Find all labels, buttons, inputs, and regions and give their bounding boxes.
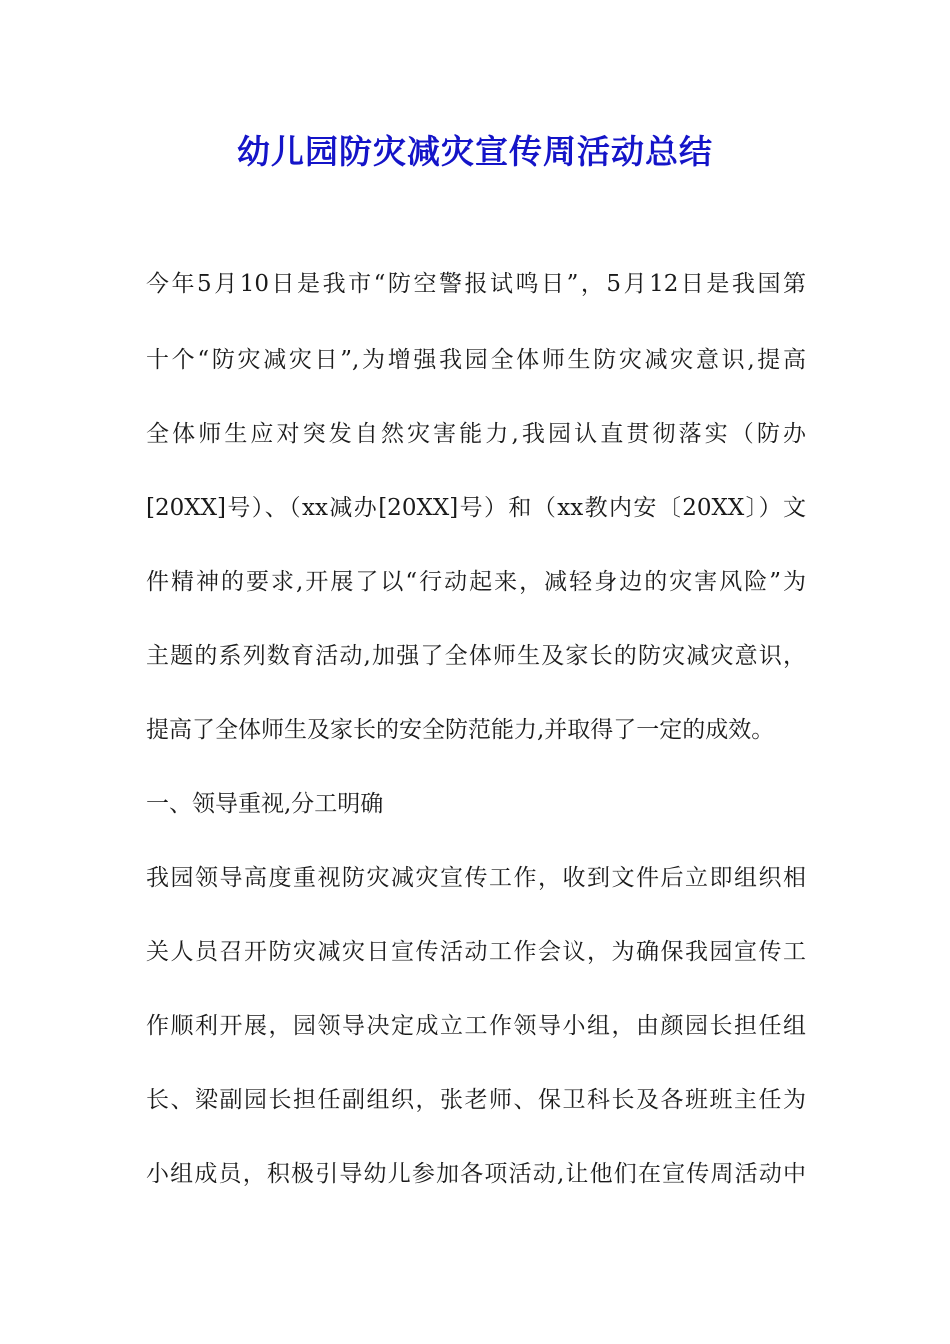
paragraph-line: 作顺利开展，园领导决定成立工作领导小组，由颜园长担任组	[146, 1013, 806, 1039]
section-heading: 一、领导重视,分工明确	[146, 791, 384, 817]
paragraph-line: 提高了全体师生及家长的安全防范能力,并取得了一定的成效。	[146, 717, 775, 743]
paragraph-line: 件精神的要求,开展了以“行动起来，减轻身边的灾害风险”为	[146, 569, 806, 595]
paragraph-line: 我园领导高度重视防灾减灾宣传工作，收到文件后立即组织相	[146, 865, 806, 891]
paragraph-line: 关人员召开防灾减灾日宣传活动工作会议，为确保我园宣传工	[146, 939, 806, 965]
paragraph-line: 主题的系列数育活动,加强了全体师生及家长的防灾减灾意识，	[146, 643, 806, 669]
paragraph-line: 长、梁副园长担任副组织，张老师、保卫科长及各班班主任为	[146, 1087, 806, 1113]
paragraph-line: [20XX]号）、（xx减办[20XX]号）和（xx教内安〔20XX〕）文	[146, 495, 806, 521]
document-title: 幼儿园防灾减灾宣传周活动总结	[237, 132, 713, 171]
paragraph-line: 小组成员，积极引导幼儿参加各项活动,让他们在宣传周活动中	[146, 1161, 806, 1187]
paragraph-line: 十个“防灾减灾日”,为增强我园全体师生防灾减灾意识,提高	[146, 347, 806, 373]
paragraph-line: 全体师生应对突发自然灾害能力,我园认直贯彻落实（防办	[146, 421, 806, 447]
paragraph-line: 今年5月10日是我市“防空警报试鸣日”，5月12日是我国第	[146, 271, 806, 297]
